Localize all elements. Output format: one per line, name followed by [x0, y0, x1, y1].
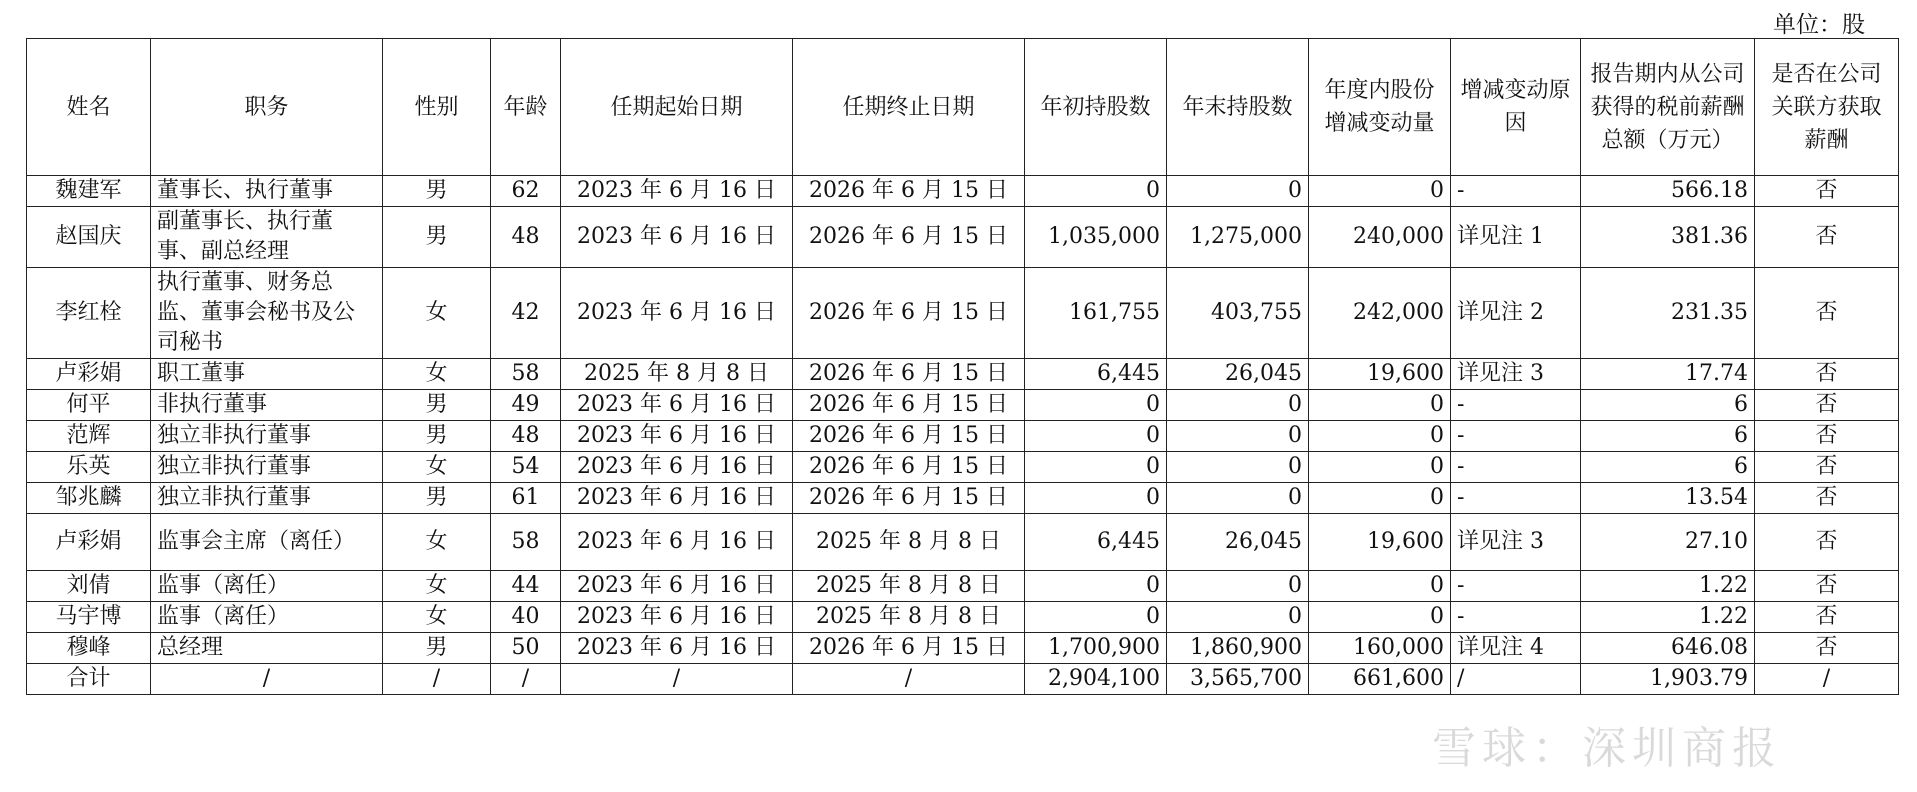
cell-related-party-pay: 否 — [1755, 421, 1899, 452]
cell-gender: 女 — [383, 268, 491, 359]
cell-change-reason: - — [1451, 421, 1581, 452]
header-term-end: 任期终止日期 — [793, 39, 1025, 176]
cell-position: 职工董事 — [151, 359, 383, 390]
table-row — [27, 571, 1899, 602]
cell-age: 62 — [491, 176, 561, 207]
cell-position: 独立非执行董事 — [151, 421, 383, 452]
cell-pretax-salary: 1.22 — [1581, 571, 1755, 602]
cell-position: 独立非执行董事 — [151, 452, 383, 483]
cell-name: 刘倩 — [27, 571, 151, 602]
cell-pretax-salary: 6 — [1581, 452, 1755, 483]
cell-shares-change: 0 — [1309, 390, 1451, 421]
cell-shares-begin: 0 — [1025, 452, 1167, 483]
cell-term-start: 2023 年 6 月 16 日 — [561, 602, 793, 633]
cell-pretax-salary: 6 — [1581, 390, 1755, 421]
cell-related-party-pay: 否 — [1755, 390, 1899, 421]
table-row — [27, 390, 1899, 421]
cell-shares-end: 3,565,700 — [1167, 664, 1309, 695]
table-row — [27, 421, 1899, 452]
cell-name: 赵国庆 — [27, 207, 151, 268]
cell-shares-begin: 0 — [1025, 421, 1167, 452]
cell-term-start: 2023 年 6 月 16 日 — [561, 452, 793, 483]
cell-pretax-salary: 6 — [1581, 421, 1755, 452]
cell-pretax-salary: 17.74 — [1581, 359, 1755, 390]
cell-age: 61 — [491, 483, 561, 514]
cell-shares-change: 0 — [1309, 176, 1451, 207]
cell-gender: 女 — [383, 359, 491, 390]
cell-gender: 女 — [383, 514, 491, 571]
director-shareholding-table — [26, 38, 1899, 695]
cell-gender: 男 — [383, 176, 491, 207]
cell-related-party-pay: 否 — [1755, 633, 1899, 664]
header-shares-end: 年末持股数 — [1167, 39, 1309, 176]
cell-change-reason: 详见注 1 — [1451, 207, 1581, 268]
cell-gender: 女 — [383, 571, 491, 602]
table-row — [27, 176, 1899, 207]
cell-pretax-salary: 646.08 — [1581, 633, 1755, 664]
cell-shares-change: 19,600 — [1309, 514, 1451, 571]
cell-shares-end: 0 — [1167, 421, 1309, 452]
cell-shares-begin: 0 — [1025, 176, 1167, 207]
total-row — [27, 664, 1899, 695]
cell-change-reason: / — [1451, 664, 1581, 695]
cell-pretax-salary: 566.18 — [1581, 176, 1755, 207]
cell-gender: 男 — [383, 207, 491, 268]
cell-name: 卢彩娟 — [27, 514, 151, 571]
cell-change-reason: - — [1451, 452, 1581, 483]
cell-pretax-salary: 1.22 — [1581, 602, 1755, 633]
cell-name: 邹兆麟 — [27, 483, 151, 514]
table-row — [27, 602, 1899, 633]
cell-term-end: 2025 年 8 月 8 日 — [793, 571, 1025, 602]
cell-term-end: 2025 年 8 月 8 日 — [793, 514, 1025, 571]
cell-gender: 男 — [383, 390, 491, 421]
header-shares-change: 年度内股份增减变动量 — [1309, 39, 1451, 176]
cell-gender: / — [383, 664, 491, 695]
cell-position: 非执行董事 — [151, 390, 383, 421]
cell-shares-begin: 1,035,000 — [1025, 207, 1167, 268]
cell-shares-end: 0 — [1167, 452, 1309, 483]
cell-term-start: 2023 年 6 月 16 日 — [561, 514, 793, 571]
cell-position: 总经理 — [151, 633, 383, 664]
cell-name: 魏建军 — [27, 176, 151, 207]
cell-shares-change: 0 — [1309, 571, 1451, 602]
cell-term-start: 2025 年 8 月 8 日 — [561, 359, 793, 390]
cell-shares-end: 0 — [1167, 483, 1309, 514]
cell-shares-change: 0 — [1309, 602, 1451, 633]
cell-gender: 女 — [383, 602, 491, 633]
cell-pretax-salary: 27.10 — [1581, 514, 1755, 571]
cell-change-reason: - — [1451, 571, 1581, 602]
cell-name: 何平 — [27, 390, 151, 421]
cell-change-reason: 详见注 3 — [1451, 359, 1581, 390]
cell-position: 执行董事、财务总监、董事会秘书及公司秘书 — [151, 268, 383, 359]
cell-name: 李红栓 — [27, 268, 151, 359]
cell-name: 范辉 — [27, 421, 151, 452]
table-row — [27, 483, 1899, 514]
header-row — [27, 39, 1899, 176]
cell-term-end: 2026 年 6 月 15 日 — [793, 268, 1025, 359]
cell-term-end: / — [793, 664, 1025, 695]
cell-shares-begin: 0 — [1025, 483, 1167, 514]
cell-change-reason: 详见注 4 — [1451, 633, 1581, 664]
cell-shares-change: 160,000 — [1309, 633, 1451, 664]
unit-label: 单位：股 — [1773, 12, 1865, 38]
cell-term-start: 2023 年 6 月 16 日 — [561, 633, 793, 664]
cell-age: 48 — [491, 421, 561, 452]
cell-age: 58 — [491, 359, 561, 390]
cell-name: 乐英 — [27, 452, 151, 483]
cell-shares-begin: 0 — [1025, 602, 1167, 633]
cell-shares-begin: 2,904,100 — [1025, 664, 1167, 695]
cell-term-end: 2026 年 6 月 15 日 — [793, 421, 1025, 452]
cell-age: 50 — [491, 633, 561, 664]
cell-term-end: 2026 年 6 月 15 日 — [793, 452, 1025, 483]
cell-shares-change: 0 — [1309, 421, 1451, 452]
cell-gender: 男 — [383, 483, 491, 514]
cell-shares-change: 0 — [1309, 452, 1451, 483]
cell-age: 54 — [491, 452, 561, 483]
cell-change-reason: - — [1451, 176, 1581, 207]
watermark: 雪球：深圳商报 — [1432, 723, 1782, 774]
cell-shares-change: 661,600 — [1309, 664, 1451, 695]
cell-term-end: 2026 年 6 月 15 日 — [793, 633, 1025, 664]
cell-position: 副董事长、执行董事、副总经理 — [151, 207, 383, 268]
cell-age: / — [491, 664, 561, 695]
cell-position: 监事（离任） — [151, 602, 383, 633]
cell-position: 独立非执行董事 — [151, 483, 383, 514]
cell-term-end: 2026 年 6 月 15 日 — [793, 207, 1025, 268]
cell-related-party-pay: 否 — [1755, 514, 1899, 571]
cell-pretax-salary: 381.36 — [1581, 207, 1755, 268]
cell-age: 44 — [491, 571, 561, 602]
cell-pretax-salary: 231.35 — [1581, 268, 1755, 359]
cell-term-start: 2023 年 6 月 16 日 — [561, 483, 793, 514]
table-body — [27, 176, 1899, 695]
cell-related-party-pay: 否 — [1755, 268, 1899, 359]
cell-shares-end: 0 — [1167, 176, 1309, 207]
cell-pretax-salary: 13.54 — [1581, 483, 1755, 514]
cell-pretax-salary: 1,903.79 — [1581, 664, 1755, 695]
cell-shares-end: 26,045 — [1167, 514, 1309, 571]
header-related-party-pay: 是否在公司关联方获取薪酬 — [1755, 39, 1899, 176]
cell-related-party-pay: 否 — [1755, 359, 1899, 390]
cell-gender: 男 — [383, 421, 491, 452]
cell-shares-begin: 6,445 — [1025, 359, 1167, 390]
header-change-reason: 增减变动原因 — [1451, 39, 1581, 176]
cell-shares-end: 1,275,000 — [1167, 207, 1309, 268]
cell-term-start: / — [561, 664, 793, 695]
cell-term-start: 2023 年 6 月 16 日 — [561, 390, 793, 421]
cell-shares-end: 26,045 — [1167, 359, 1309, 390]
header-shares-begin: 年初持股数 — [1025, 39, 1167, 176]
cell-related-party-pay: 否 — [1755, 176, 1899, 207]
header-age: 年龄 — [491, 39, 561, 176]
table-row — [27, 268, 1899, 359]
cell-related-party-pay: / — [1755, 664, 1899, 695]
header-term-start: 任期起始日期 — [561, 39, 793, 176]
table-row — [27, 207, 1899, 268]
cell-term-end: 2026 年 6 月 15 日 — [793, 390, 1025, 421]
cell-term-end: 2026 年 6 月 15 日 — [793, 176, 1025, 207]
header-name: 姓名 — [27, 39, 151, 176]
cell-change-reason: - — [1451, 390, 1581, 421]
cell-age: 48 — [491, 207, 561, 268]
cell-change-reason: 详见注 3 — [1451, 514, 1581, 571]
table-row — [27, 359, 1899, 390]
cell-term-end: 2026 年 6 月 15 日 — [793, 359, 1025, 390]
cell-name: 卢彩娟 — [27, 359, 151, 390]
cell-age: 49 — [491, 390, 561, 421]
table-row — [27, 452, 1899, 483]
cell-age: 40 — [491, 602, 561, 633]
cell-change-reason: - — [1451, 602, 1581, 633]
cell-name: 合计 — [27, 664, 151, 695]
cell-shares-end: 0 — [1167, 390, 1309, 421]
cell-term-start: 2023 年 6 月 16 日 — [561, 207, 793, 268]
cell-shares-end: 0 — [1167, 602, 1309, 633]
cell-position: 监事会主席（离任） — [151, 514, 383, 571]
cell-change-reason: - — [1451, 483, 1581, 514]
cell-shares-end: 0 — [1167, 571, 1309, 602]
cell-name: 穆峰 — [27, 633, 151, 664]
cell-term-start: 2023 年 6 月 16 日 — [561, 571, 793, 602]
cell-name: 马宇博 — [27, 602, 151, 633]
cell-related-party-pay: 否 — [1755, 207, 1899, 268]
cell-shares-change: 19,600 — [1309, 359, 1451, 390]
cell-term-start: 2023 年 6 月 16 日 — [561, 421, 793, 452]
header-position: 职务 — [151, 39, 383, 176]
cell-shares-change: 0 — [1309, 483, 1451, 514]
cell-position: 董事长、执行董事 — [151, 176, 383, 207]
cell-related-party-pay: 否 — [1755, 483, 1899, 514]
cell-shares-end: 1,860,900 — [1167, 633, 1309, 664]
cell-position: 监事（离任） — [151, 571, 383, 602]
table-row — [27, 633, 1899, 664]
cell-shares-begin: 1,700,900 — [1025, 633, 1167, 664]
cell-related-party-pay: 否 — [1755, 602, 1899, 633]
cell-position: / — [151, 664, 383, 695]
cell-term-start: 2023 年 6 月 16 日 — [561, 176, 793, 207]
cell-term-end: 2026 年 6 月 15 日 — [793, 483, 1025, 514]
cell-shares-end: 403,755 — [1167, 268, 1309, 359]
header-pretax-salary: 报告期内从公司获得的税前薪酬总额（万元） — [1581, 39, 1755, 176]
cell-age: 42 — [491, 268, 561, 359]
header-gender: 性别 — [383, 39, 491, 176]
cell-shares-change: 240,000 — [1309, 207, 1451, 268]
cell-gender: 男 — [383, 633, 491, 664]
cell-shares-change: 242,000 — [1309, 268, 1451, 359]
cell-age: 58 — [491, 514, 561, 571]
cell-shares-begin: 161,755 — [1025, 268, 1167, 359]
table-row — [27, 514, 1899, 571]
cell-change-reason: 详见注 2 — [1451, 268, 1581, 359]
cell-term-start: 2023 年 6 月 16 日 — [561, 268, 793, 359]
cell-term-end: 2025 年 8 月 8 日 — [793, 602, 1025, 633]
cell-shares-begin: 0 — [1025, 571, 1167, 602]
cell-shares-begin: 0 — [1025, 390, 1167, 421]
cell-shares-begin: 6,445 — [1025, 514, 1167, 571]
cell-related-party-pay: 否 — [1755, 452, 1899, 483]
cell-gender: 女 — [383, 452, 491, 483]
cell-related-party-pay: 否 — [1755, 571, 1899, 602]
